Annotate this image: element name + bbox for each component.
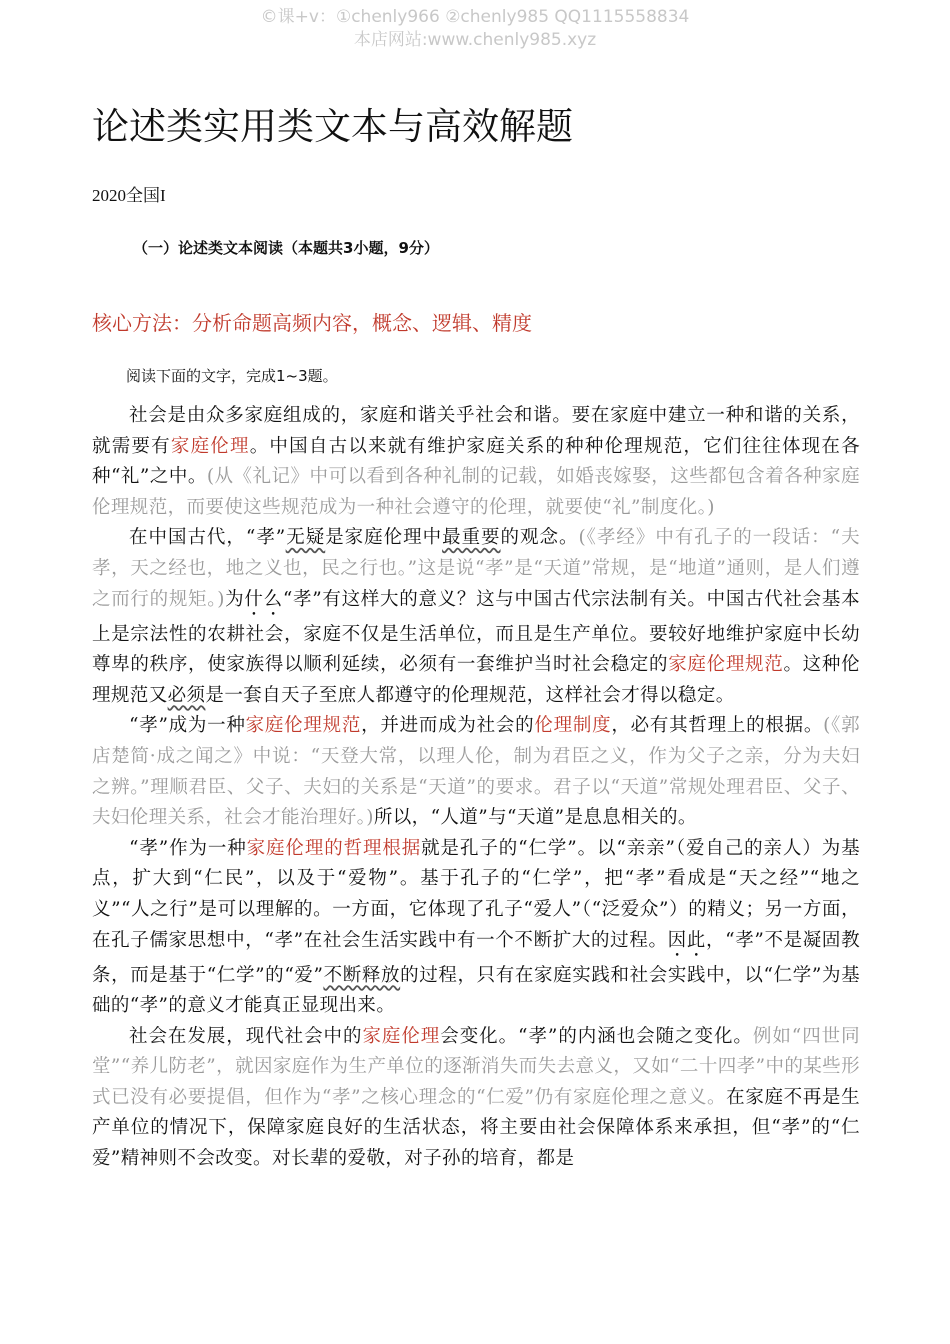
annotation-gray: (《孝经》中有孔子的一段话：“夫孝，天之经也，地之义也，民之行也。”这是说“孝”是“天道”常规，是“地道”通则，是人们遵之而行的规矩。) — [92, 527, 860, 610]
highlight-term: 伦理制度 — [534, 715, 612, 737]
paragraph-3: “孝”成为一种家庭伦理规范，并进而成为社会的伦理制度，必有其哲理上的根据。(《郭店楚简·成之闻之》中说：“天登大常，以理人伦，制为君臣之义，作为父子之亲，分为夫妇之辨。”理顺君臣、父子、夫妇的关系是“天道”的要求。君子以“天道”常规处理君臣、父子、夫妇伦理关系，社会才能治理好。)所以，“人道”与“天道”是息息相关的。 — [92, 715, 860, 829]
watermark-line-1: ©课+v：①chenly966 ②chenly985 QQ1115558834 — [260, 7, 690, 27]
highlight-term: 家庭伦理的哲理根据 — [246, 837, 422, 859]
highlight-term: 家庭伦理规范 — [668, 654, 784, 676]
highlight-term: 家庭伦理规范 — [245, 715, 362, 737]
page-title: 论述类实用类文本与高效解题 — [92, 105, 573, 148]
annotation-gray: (《郭店楚简·成之闻之》中说：“天登大常，以理人伦，制为君臣之义，作为父子之亲，分为夫妇之辨。”理顺君臣、父子、夫妇的关系是“天道”的要求。君子以“天道”常规处理君臣、父子、夫妇伦理关系，社会才能治理好。) — [92, 715, 860, 829]
core-method-heading: 核心方法：分析命题高频内容，概念、逻辑、精度 — [92, 311, 532, 335]
paragraph-4: “孝”作为一种家庭伦理的哲理根据就是孔子的“仁学”。以“亲亲”（爱自己的亲人）为基点，扩大到“仁民”，以及于“爱物”。基于孔子的“仁学”，把“孝”看成是“天之经”“地之义”“人之行”是可以理解的。一方面，它体现了孔子“爱人”（“泛爱众”）的精义；另一方面，在孔子儒家思想中，“孝”在社会生活实践中有一个不断扩大的过程。因此，“孝”不是凝固教条，而是基于“仁学”的“爱”不断释放的过程，只有在家庭实践和社会实践中，以“仁学”为基础的“孝”的意义才能真正显现出来。 — [92, 837, 861, 1017]
wavy-underline: 不断释放 — [323, 964, 401, 986]
paragraph-2: 在中国古代，“孝”无疑是家庭伦理中最重要的观念。(《孝经》中有孔子的一段话：“夫孝，天之经也，地之义也，民之行也。”这是说“孝”是“天道”常规，是“地道”通则，是人们遵之而行的规矩。)为什么“孝”有这样大的意义？这与中国古代宗法制有关。中国古代社会基本上是宗法性的农耕社会，家庭不仅是生活单位，而且是生产单位。要较好地维护家庭中长幼尊卑的秩序，使家族得以顺利延续，必须有一套维护当时社会稳定的家庭伦理规范。这种伦理规范又必须是一套自天子至庶人都遵守的伦理规范，这样社会才得以稳定。 — [92, 527, 860, 706]
exam-year: 2020全国I — [92, 186, 166, 205]
watermark-line-2: 本店网站:www.chenly985.xyz — [353, 30, 597, 50]
paragraph-1: 社会是由众多家庭组成的，家庭和谐关乎社会和谐。要在家庭中建立一种和谐的关系，就需要有家庭伦理。中国自古以来就有维护家庭关系的种种伦理规范，它们往往体现在各种“礼”之中。(从《礼记》中可以看到各种礼制的记载，如婚丧嫁娶，这些都包含着各种家庭伦理规范，而要使这些规范成为一种社会遵守的伦理，就要使“礼”制度化。) — [92, 405, 860, 518]
annotation-gray: (从《礼记》中可以看到各种礼制的记载，如婚丧嫁娶，这些都包含着各种家庭伦理规范，而要使这些规范成为一种社会遵守的伦理，就要使“礼”制度化。) — [92, 466, 860, 518]
reading-instruction: 阅读下面的文字，完成1~3题。 — [126, 367, 338, 385]
dotted-emphasis: 因此 — [667, 929, 706, 951]
highlight-term: 家庭伦理 — [170, 435, 250, 457]
annotation-gray: 例如“四世同堂”“养儿防老”，就因家庭作为生产单位的逐渐消失而失去意义，又如“二十四孝”中的某些形式已没有必要提倡，但作为“孝”之核心理念的“仁爱”仍有家庭伦理之意义。 — [92, 1025, 860, 1108]
highlight-term: 家庭伦理 — [362, 1025, 441, 1047]
wavy-underline: 无疑 — [285, 527, 326, 549]
paragraph-5: 社会在发展，现代社会中的家庭伦理会变化。“孝”的内涵也会随之变化。例如“四世同堂”“养儿防老”，就因家庭作为生产单位的逐渐消失而失去意义，又如“二十四孝”中的某些形式已没有必要提倡，但作为“孝”之核心理念的“仁爱”仍有家庭伦理之意义。在家庭不再是生产单位的情况下，保障家庭良好的生活状态，将主要由社会保障体系来承担，但“孝”的“仁爱”精神则不会改变。对长辈的爱敬，对子孙的培育，都是 — [92, 1025, 860, 1170]
dotted-emphasis: 什么 — [244, 588, 283, 610]
article-body — [92, 401, 860, 1175]
wavy-underline: 最重要 — [442, 527, 501, 549]
wavy-underline: 必须 — [167, 684, 206, 706]
section-heading: （一）论述类文本阅读（本题共3小题，9分） — [133, 239, 439, 257]
